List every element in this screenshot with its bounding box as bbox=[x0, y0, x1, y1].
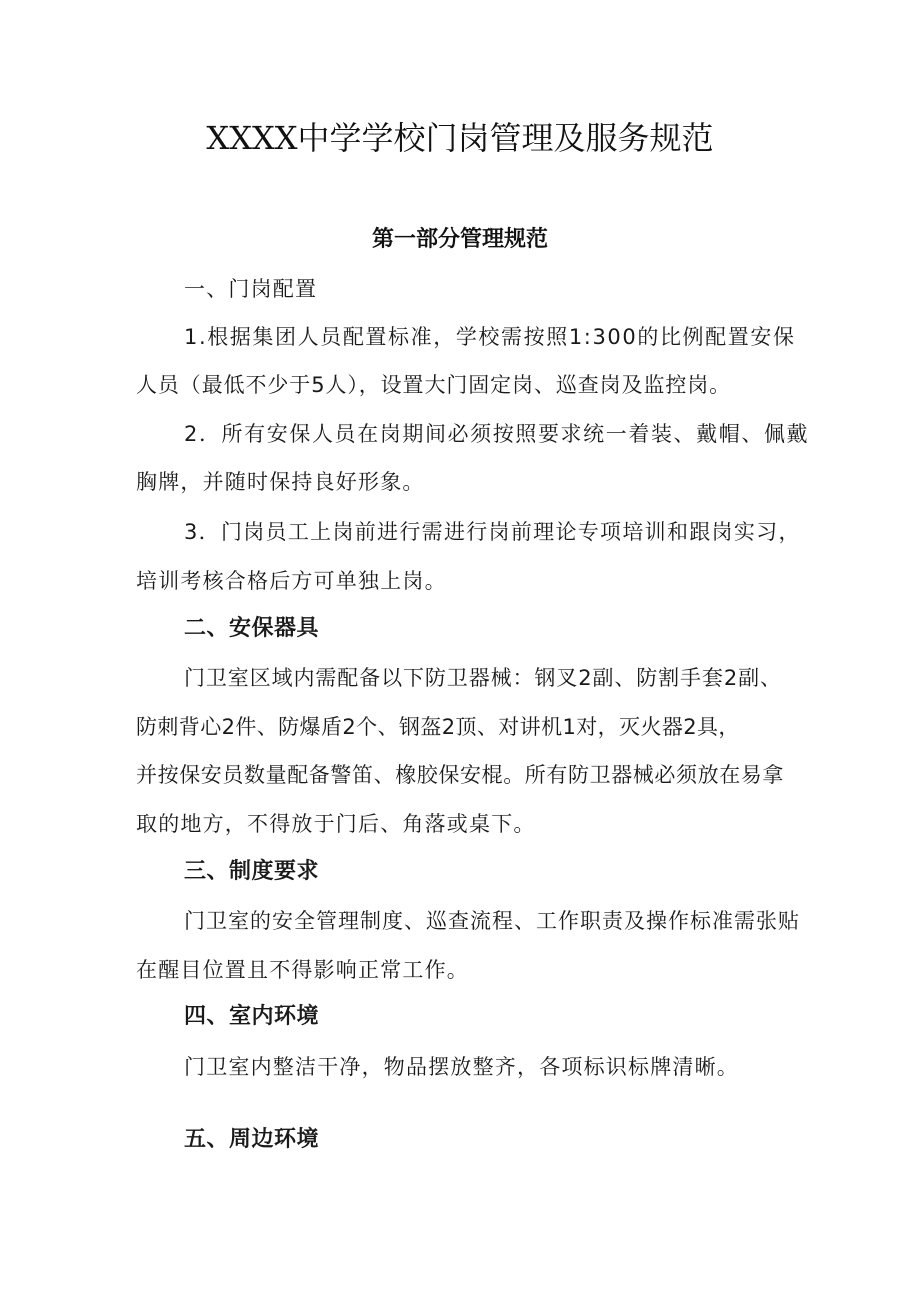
document-title: XXXX中学学校门岗管理及服务规范 bbox=[206, 119, 714, 157]
paragraph-line: 培训考核合格后方可单独上岗。 bbox=[136, 569, 447, 593]
paragraph-line: 并按保安员数量配备警笛、橡胶保安棍。所有防卫器械必须放在易拿 bbox=[136, 763, 784, 787]
section-heading-equipment: 二、安保器具 bbox=[184, 616, 320, 641]
paragraph-line: 防刺背心2件、防爆盾2个、钢盔2顶、对讲机1对，灭火器2具， bbox=[136, 715, 740, 739]
paragraph-line: 胸牌，并随时保持良好形象。 bbox=[136, 470, 425, 494]
paragraph-line: 门卫室内整洁干净，物品摆放整齐，各项标识标牌清晰。 bbox=[184, 1055, 739, 1079]
paragraph-line: 3．门岗员工上岗前进行需进行岗前理论专项培训和跟岗实习， bbox=[184, 520, 801, 544]
paragraph-line: 取的地方，不得放于门后、角落或桌下。 bbox=[136, 812, 536, 836]
paragraph-line: 门卫室的安全管理制度、巡查流程、工作职责及操作标准需张贴 bbox=[184, 909, 800, 933]
section-heading-indoor: 四、室内环境 bbox=[184, 1004, 320, 1029]
section-heading-surroundings: 五、周边环境 bbox=[184, 1127, 320, 1152]
paragraph-line: 2．所有安保人员在岗期间必须按照要求统一着装、戴帽、佩戴 bbox=[184, 422, 810, 446]
paragraph-line: 在醒目位置且不得影响正常工作。 bbox=[136, 958, 469, 982]
paragraph-line: 人员（最低不少于5人），设置大门固定岗、巡查岗及监控岗。 bbox=[136, 373, 732, 397]
paragraph-line: 门卫室区域内需配备以下防卫器械：钢叉2副、防割手套2副、 bbox=[184, 666, 782, 690]
section-heading-rules: 三、制度要求 bbox=[184, 859, 320, 884]
paragraph-line: 1.根据集团人员配置标准，学校需按照1:300的比例配置安保 bbox=[184, 325, 796, 349]
part-title: 第一部分管理规范 bbox=[371, 227, 548, 252]
section-heading-staffing: 一、门岗配置 bbox=[184, 277, 318, 301]
